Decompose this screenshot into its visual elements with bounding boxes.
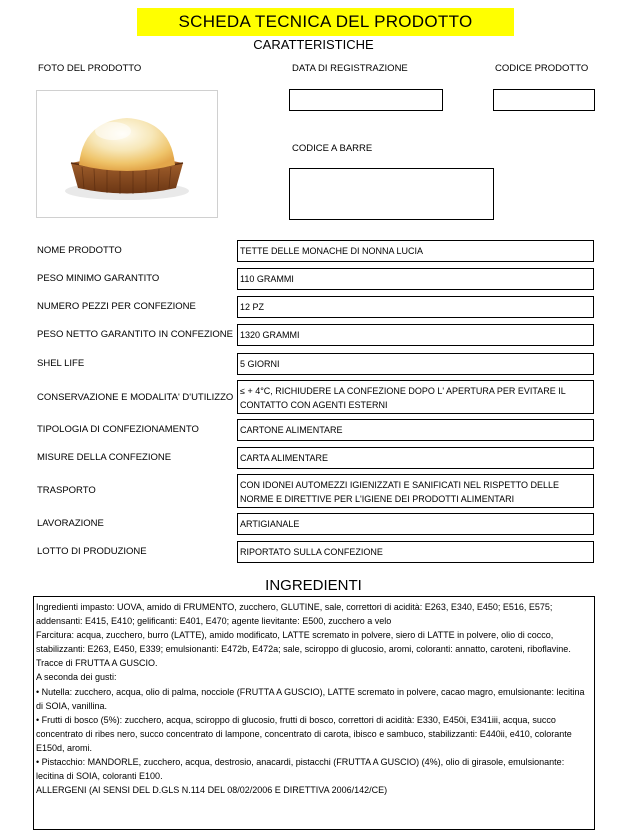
row-label-product-name: NOME PRODOTTO — [37, 245, 122, 256]
row-label-net-weight: PESO NETTO GARANTITO IN CONFEZIONE — [37, 329, 234, 340]
ingredients-dough: Ingredienti impasto: UOVA, amido di FRUMENTO, zucchero, GLUTINE, sale, correttori di acidità: E263, E340, E450; E516, E575; addensanti: E415, E410; gelificanti: E401, E470; agente lievitante: E500, zucchero a velo — [36, 602, 553, 627]
ingredients-filling: Farcitura: acqua, zucchero, burro (LATTE), amido modificato, LATTE scremato in polvere, siero di LATTE in polvere, olio di cocco, stabilizzanti: E263, E450, E339; emulsionanti: E472b, E472a; sale, sciroppo di glucosio, aromi, coloranti: annatto, caroteni, riboflavine. Tracce di FRUTTA A GUSCIO. — [36, 630, 571, 669]
row-value-processing: ARTIGIANALE — [237, 513, 594, 535]
pastry-illustration — [37, 91, 217, 217]
ingredients-title: INGREDIENTI — [265, 577, 362, 594]
ingredients-nutella: • Nutella: zucchero, acqua, olio di palma, nocciole (FRUTTA A GUSCIO), LATTE scremato in polvere, cacao magro, emulsionante: lecitina di SOIA, vanillina. — [36, 686, 585, 711]
row-label-batch: LOTTO DI PRODUZIONE — [37, 546, 147, 557]
barcode-field[interactable] — [289, 168, 494, 220]
row-label-storage: CONSERVAZIONE E MODALITA' D'UTILIZZO — [37, 392, 234, 403]
row-value-packaging-size: CARTA ALIMENTARE — [237, 447, 594, 469]
section-subtitle: CARATTERISTICHE — [253, 37, 374, 52]
ingredients-allergens: ALLERGENI (AI SENSI DEL D.GLS N.114 DEL 08/02/2006 E DIRETTIVA 2006/142/CE) — [36, 785, 388, 796]
ingredients-pistachio: • Pistacchio: MANDORLE, zucchero, acqua, destrosio, anacardi, pistacchi (FRUTTA A GUSCIO) (4%), olio di girasole, emulsionante: lecitina di SOIA, coloranti E100. — [36, 757, 565, 782]
row-value-product-name: TETTE DELLE MONACHE DI NONNA LUCIA — [237, 240, 594, 262]
row-label-min-weight: PESO MINIMO GARANTITO — [37, 273, 160, 284]
barcode-label: CODICE A BARRE — [292, 143, 373, 154]
row-value-net-weight: 1320 GRAMMI — [237, 324, 594, 346]
row-label-processing: LAVORAZIONE — [37, 518, 104, 529]
row-value-batch: RIPORTATO SULLA CONFEZIONE — [237, 541, 594, 563]
row-value-min-weight: 110 GRAMMI — [237, 268, 594, 290]
registration-date-field[interactable] — [289, 89, 443, 111]
row-value-shelf-life: 5 GIORNI — [237, 353, 594, 375]
product-photo — [36, 90, 218, 218]
row-label-shelf-life: SHEL LIFE — [37, 358, 85, 369]
row-label-packaging-size: MISURE DELLA CONFEZIONE — [37, 452, 172, 463]
ingredients-berries: • Frutti di bosco (5%): zucchero, acqua, sciroppo di glucosio, frutti di bosco, correttori di acidità: E330, E450i, E341iii, acqua, succo concentrato di ribes nero, succo concentrato di lampone, concentrato di carota, ibisco e sambuco, stabilizzanti: E440ii, e410, colorante E150d, aromi. — [36, 714, 572, 753]
row-label-pieces: NUMERO PEZZI PER CONFEZIONE — [37, 301, 196, 312]
product-code-field[interactable] — [493, 89, 595, 111]
row-value-pieces: 12 PZ — [237, 296, 594, 318]
product-code-label: CODICE PRODOTTO — [495, 63, 589, 74]
row-label-packaging-type: TIPOLOGIA DI CONFEZIONAMENTO — [37, 424, 199, 435]
page-title: SCHEDA TECNICA DEL PRODOTTO — [137, 8, 514, 36]
row-label-transport: TRASPORTO — [37, 485, 96, 496]
photo-label: FOTO DEL PRODOTTO — [38, 63, 142, 74]
row-value-storage: ≤ + 4°C, RICHIUDERE LA CONFEZIONE DOPO L' APERTURA PER EVITARE IL CONTATTO CON AGENTI ESTERNI — [237, 380, 594, 414]
ingredients-box — [33, 596, 595, 830]
row-value-transport: CON IDONEI AUTOMEZZI IGIENIZZATI E SANIFICATI NEL RISPETTO DELLE NORME E DIRETTIVE PER L'IGIENE DEI PRODOTTI ALIMENTARI — [237, 474, 594, 508]
row-value-packaging-type: CARTONE ALIMENTARE — [237, 419, 594, 441]
ingredients-flavors-intro: A seconda dei gusti: — [36, 672, 117, 683]
registration-date-label: DATA DI REGISTRAZIONE — [292, 63, 408, 74]
